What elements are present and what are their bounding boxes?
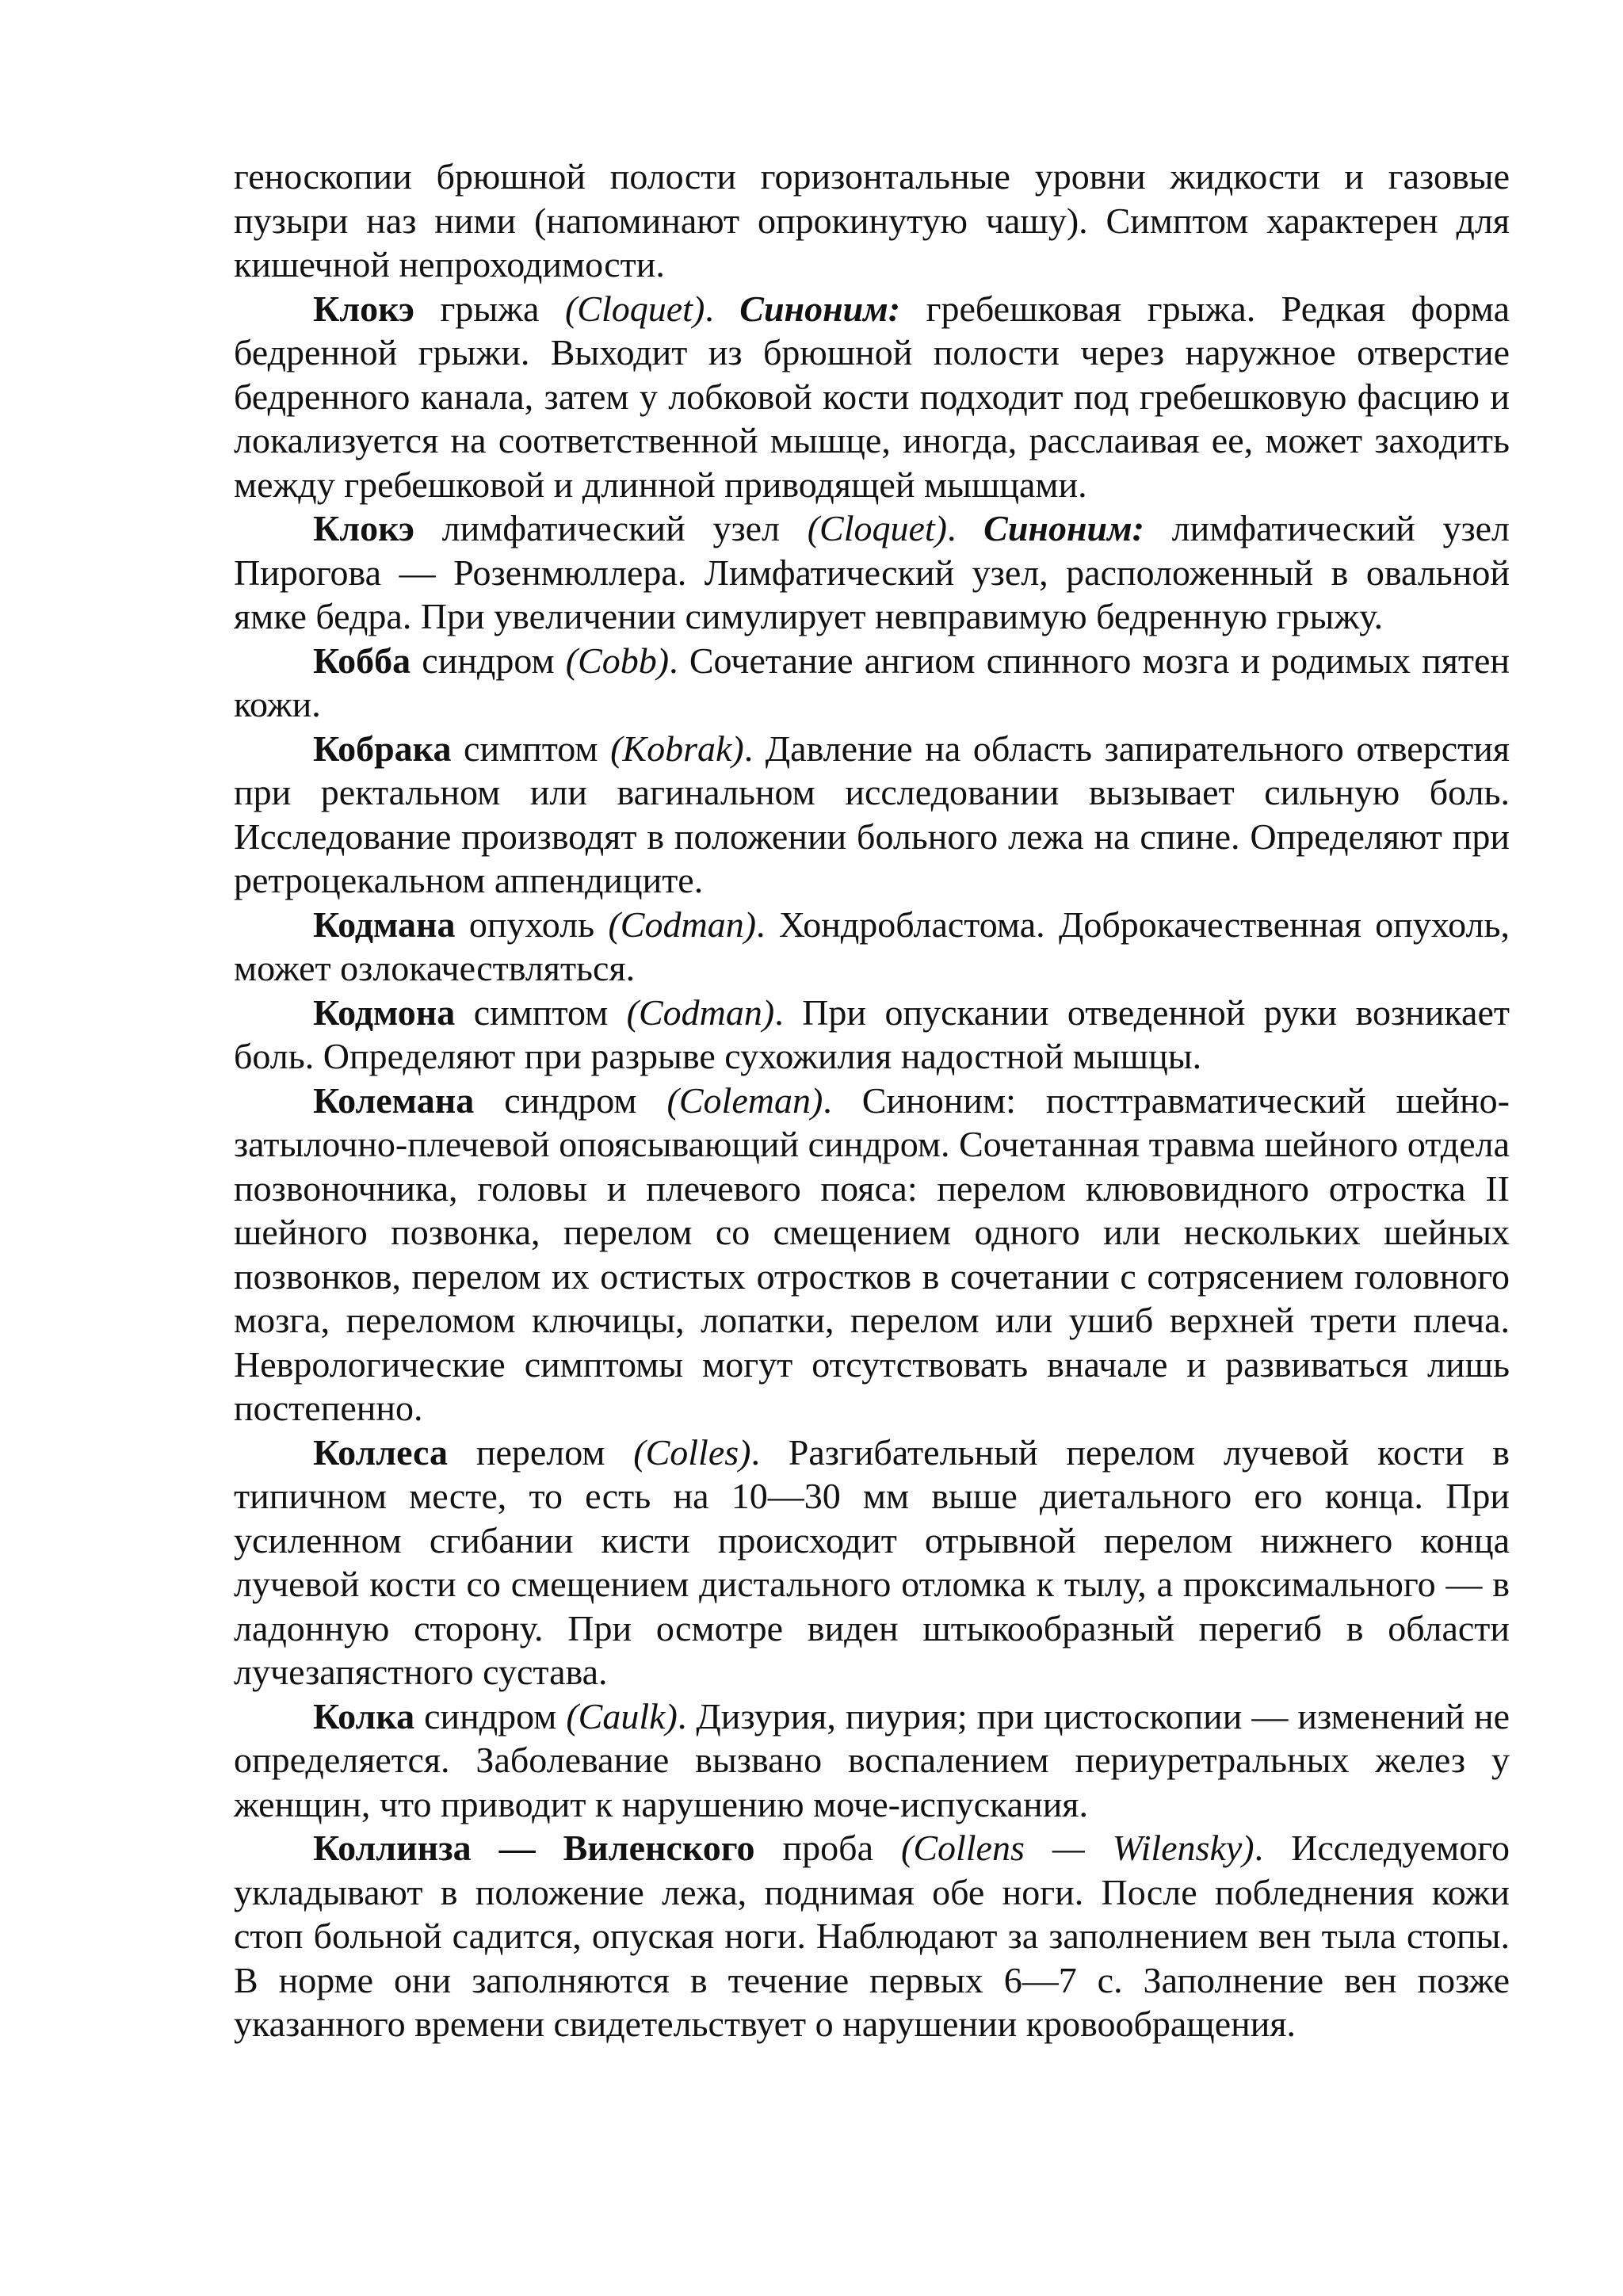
latin-name: (Caulk)	[566, 1695, 678, 1736]
text-segment: .	[946, 508, 984, 548]
text-segment: лимфатический узел Пирогова — Розенмюллера. Лимфатический узел, расположенный в овальной ямке бедра. При увеличении симулирует невправимую бедренную грыжу.	[234, 508, 1510, 636]
text-segment: синдром	[411, 640, 566, 681]
entry-term: Кодмона	[313, 991, 456, 1033]
text-segment: симптом	[451, 728, 611, 769]
text-segment: .	[705, 288, 740, 329]
entry-term: Кодмана	[313, 904, 456, 945]
latin-name: (Cloquet)	[807, 508, 947, 548]
paragraph	[234, 903, 1510, 991]
entry-term: Кобба	[313, 640, 411, 681]
text-segment: перелом	[448, 1431, 634, 1473]
paragraph	[234, 1826, 1510, 2046]
paragraph	[234, 287, 1510, 507]
text-segment: . Дизурия, пиурия; при цистоскопии — изменений не определяется. Заболевание вызвано воспалением периуретральных желез у женщин, что приводит к нарушению моче-испускания.	[234, 1695, 1510, 1824]
latin-name: (Cloquet)	[564, 288, 705, 329]
paragraph	[234, 991, 1510, 1079]
text-segment: проба	[754, 1828, 901, 1868]
text-segment: лимфатический узел	[414, 508, 808, 548]
paragraph	[234, 727, 1510, 903]
entry-term: Клокэ	[313, 508, 414, 548]
latin-name: (Codman)	[608, 904, 757, 945]
paragraph	[234, 155, 1510, 287]
paragraph	[234, 1079, 1510, 1431]
synonym-label: Синоним:	[739, 288, 901, 329]
latin-name: (Collens — Wilensky)	[901, 1828, 1254, 1868]
text-segment: . Разгибательный перелом лучевой кости в типичном месте, то есть на 10—30 мм выше диетального его конца. При усиленном сгибании кисти происходит отрывной перелом нижнего конца лучевой кости со смещением дистального отломка к тылу, а проксимального — в ладонную сторону. При осмотре виден штыкообразный перегиб в области лучезапястного сустава.	[234, 1431, 1510, 1692]
paragraph	[234, 639, 1510, 727]
text-segment: . Сочетание ангиом спинного мозга и родимых пятен кожи.	[234, 640, 1510, 724]
text-segment: . Синоним: посттравматический шейно-затылочно-плечевой опоясывающий синдром. Сочетанная травма шейного отдела позвоночника, головы и плечевого пояса: перелом клювовидного отростка II шейного позвонка, перелом со смещением одного или нескольких шейных позвонков, перелом их остистых отростков в сочетании с сотрясением головного мозга, переломом ключицы, лопатки, перелом или ушиб верхней трети плеча. Неврологические симптомы могут отсутствовать вначале и развиваться лишь постепенно.	[234, 1079, 1510, 1428]
text-segment: синдром	[474, 1079, 667, 1121]
paragraph	[234, 1694, 1510, 1827]
entry-term: Коллеса	[313, 1431, 449, 1473]
text-segment: опухоль	[455, 904, 609, 945]
entry-term: Колка	[313, 1695, 415, 1736]
entry-term: Клокэ	[313, 288, 414, 329]
entry-term: Кобрака	[313, 728, 452, 769]
text-segment: . Давление на область запирательного отверстия при ректальном или вагинальном исследовании вызывает сильную боль. Исследование производят в положении больного лежа на спине. Определяют при ретроцекальном аппендиците.	[234, 728, 1510, 900]
entry-term: Коллинза — Виленского	[313, 1828, 755, 1868]
latin-name: (Kobrak)	[610, 728, 744, 769]
paragraph	[234, 1431, 1510, 1694]
entry-term: Колемана	[313, 1079, 475, 1121]
text-segment: симптом	[455, 991, 627, 1033]
latin-name: (Cobb)	[565, 640, 670, 681]
latin-name: (Colles)	[633, 1431, 751, 1473]
text-segment: . При опускании отведенной руки возникает боль. Определяют при разрыве сухожилия надостной мышцы.	[234, 991, 1510, 1076]
text-segment: грыжа	[414, 288, 565, 329]
text-segment: гребешковая грыжа. Редкая форма бедренной грыжи. Выходит из брюшной полости через наружное отверстие бедренного канала, затем у лобковой кости подходит под гребешковую фасцию и локализуется на соответственной мышце, иногда, расслаивая ее, может заходить между гребешковой и длинной приводящей мышцами.	[234, 288, 1510, 505]
document-page	[234, 155, 1510, 2046]
synonym-label: Синоним:	[983, 508, 1144, 548]
text-segment: геноскопии брюшной полости горизонтальные уровни жидкости и газовые пузыри наз ними (напоминают опрокинутую чашу). Симптом характерен для кишечной непроходимости.	[234, 156, 1510, 285]
latin-name: (Coleman)	[666, 1079, 823, 1121]
text-segment: . Хондробластома. Доброкачественная опухоль, может озлокачествляться.	[234, 904, 1510, 988]
text-segment: синдром	[414, 1695, 567, 1736]
latin-name: (Codman)	[626, 991, 775, 1033]
paragraph	[234, 506, 1510, 639]
text-segment: . Исследуемого укладывают в положение лежа, поднимая обе ноги. После побледнения кожи стоп больной садится, опуская ноги. Наблюдают за заполнением вен тыла стопы. В норме они заполняются в течение первых 6—7 с. Заполнение вен позже указанного времени свидетельствует о нарушении кровообращения.	[234, 1828, 1510, 2044]
